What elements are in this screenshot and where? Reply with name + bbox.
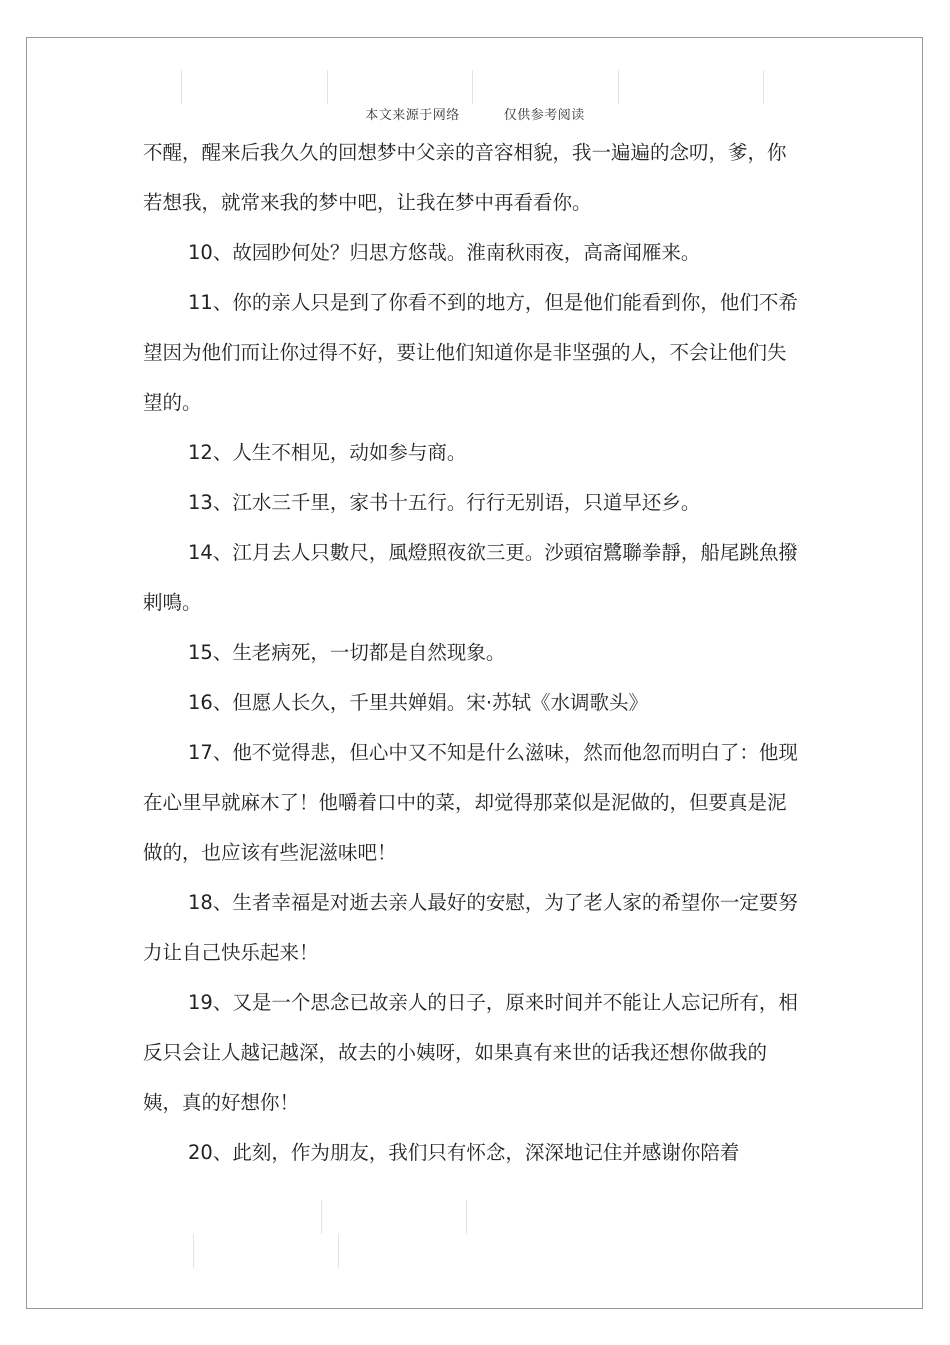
paragraph: 12、人生不相见，动如参与商。 [188, 441, 467, 464]
disclaimer-source: 本文来源于网络 [365, 108, 460, 123]
scan-mark [181, 70, 182, 104]
paragraph: 18、生者幸福是对逝去亲人最好的安慰，为了老人家的希望你一定要努力让自己快乐起来！ [143, 891, 798, 964]
paragraph: 20、此刻，作为朋友，我们只有怀念，深深地记住并感谢你陪着 [188, 1141, 740, 1164]
paragraph: 14、江月去人只數尺，風燈照夜欲三更。沙頭宿鷺聯拳靜，船尾跳魚撥剌鳴。 [143, 541, 798, 614]
paragraph: 不醒，醒来后我久久的回想梦中父亲的音容相貌，我一遍遍的念叨，爹，你若想我，就常来我的梦中吧，让我在梦中再看看你。 [143, 141, 787, 214]
scan-mark [763, 70, 764, 104]
paragraph: 15、生老病死，一切都是自然现象。 [188, 641, 506, 664]
paragraph: 13、江水三千里，家书十五行。行行无别语，只道早还乡。 [188, 491, 701, 514]
scan-mark [466, 1200, 467, 1234]
scan-mark [338, 1234, 339, 1268]
scan-mark [321, 1200, 322, 1234]
document-body [143, 128, 803, 1178]
disclaimer-reference: 仅供参考阅读 [503, 108, 585, 123]
scan-mark [327, 70, 328, 104]
paragraph: 17、他不觉得悲，但心中又不知是什么滋味，然而他忽而明白了：他现在心里早就麻木了！他嚼着口中的菜，却觉得那菜似是泥做的，但要真是泥做的，也应该有些泥滋味吧！ [143, 741, 798, 864]
paragraph: 11、你的亲人只是到了你看不到的地方，但是他们能看到你，他们不希望因为他们而让你过得不好，要让他们知道你是非坚强的人，不会让他们失望的。 [143, 291, 798, 414]
scan-mark [472, 70, 473, 104]
source-disclaimer [0, 104, 950, 123]
scan-mark [618, 70, 619, 104]
paragraph: 19、又是一个思念已故亲人的日子，原来时间并不能让人忘记所有，相反只会让人越记越深，故去的小姨呀，如果真有来世的话我还想你做我的姨，真的好想你！ [143, 991, 798, 1114]
paragraph: 16、但愿人长久，千里共婵娟。宋·苏轼《水调歌头》 [188, 691, 649, 714]
scan-mark [193, 1234, 194, 1268]
paragraph: 10、故园眇何处？归思方悠哉。淮南秋雨夜，高斋闻雁来。 [188, 241, 701, 264]
